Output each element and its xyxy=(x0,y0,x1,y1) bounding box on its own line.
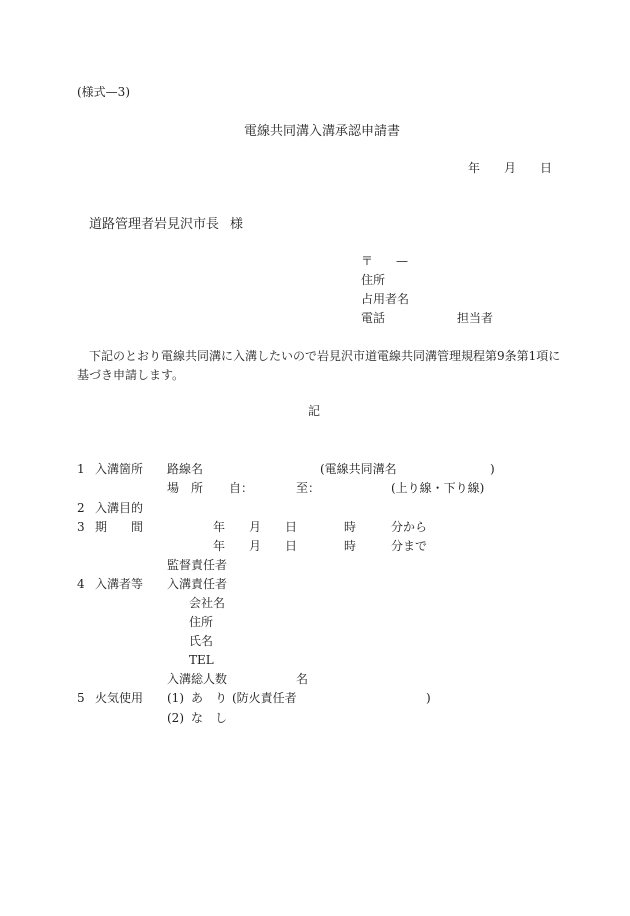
item3-to-hour: 時 xyxy=(344,539,357,553)
item5-option2-number: (2) xyxy=(167,711,184,725)
item4-tel-label: TEL xyxy=(189,653,214,667)
item3-number: 3 xyxy=(77,520,85,534)
item5-fire-manager-open: (防火責任者 xyxy=(232,691,297,705)
date-day-label: 日 xyxy=(540,161,553,175)
item1-place-label: 場 所 xyxy=(167,481,204,495)
item1-trench-open: (電線共同溝名 xyxy=(320,462,397,476)
item1-route-label: 路線名 xyxy=(167,462,204,476)
applicant-address-label: 住所 xyxy=(361,273,386,287)
item3-from-suffix: 分から xyxy=(391,520,428,534)
item1-trench-close: ) xyxy=(490,462,495,476)
item5-number: 5 xyxy=(77,691,85,705)
addressee: 道路管理者岩見沢市長 xyxy=(89,217,220,232)
item3-from-day: 日 xyxy=(285,520,298,534)
item4-address-label: 住所 xyxy=(189,615,214,629)
item3-label: 期 間 xyxy=(95,520,144,534)
item5-option2-text: な し xyxy=(191,711,228,725)
item4-people-unit: 名 xyxy=(296,672,309,686)
item4-manager-label: 入溝責任者 xyxy=(167,577,228,591)
item1-from-label: 自： xyxy=(229,481,254,495)
item2-label: 入溝目的 xyxy=(95,501,144,515)
item2-number: 2 xyxy=(77,501,85,515)
item1-to-label: 至： xyxy=(296,481,321,495)
item3-to-day: 日 xyxy=(285,539,298,553)
item3-from-month: 月 xyxy=(249,520,262,534)
applicant-occupant-label: 占用者名 xyxy=(361,292,410,306)
item4-name-label: 氏名 xyxy=(189,634,214,648)
body-text-line2: 基づき申請します。 xyxy=(77,368,185,382)
item1-direction: (上り線・下り線) xyxy=(391,481,485,495)
item4-number: 4 xyxy=(77,577,85,591)
item5-option1-number: (1) xyxy=(167,691,184,705)
item5-fire-manager-close: ) xyxy=(426,691,431,705)
item4-company-label: 会社名 xyxy=(189,596,226,610)
item3-from-hour: 時 xyxy=(344,520,357,534)
body-text-line1: 下記のとおり電線共同溝に入溝したいので岩見沢市道電線共同溝管理規程第9条第1項に xyxy=(89,349,561,363)
ki-heading: 記 xyxy=(308,404,321,418)
applicant-phone-label: 電話 xyxy=(361,311,386,325)
postal-mark: 〒 xyxy=(361,254,374,268)
item1-label: 入溝箇所 xyxy=(95,462,144,476)
item5-label: 火気使用 xyxy=(95,691,144,705)
date-month-label: 月 xyxy=(504,161,517,175)
item4-supervisor-label: 監督責任者 xyxy=(167,558,228,572)
applicant-person-label: 担当者 xyxy=(457,311,494,325)
item1-number: 1 xyxy=(77,462,85,476)
item4-label: 入溝者等 xyxy=(95,577,144,591)
item5-option1-text: あ り xyxy=(191,691,228,705)
document-title: 電線共同溝入溝承認申請書 xyxy=(244,124,401,139)
postal-dash: — xyxy=(396,254,408,268)
item3-from-year: 年 xyxy=(213,520,226,534)
honorific: 様 xyxy=(230,217,244,232)
date-year-label: 年 xyxy=(468,161,481,175)
item3-to-month: 月 xyxy=(249,539,262,553)
form-number-label: (様式—3) xyxy=(77,85,130,99)
item3-to-suffix: 分まで xyxy=(391,539,428,553)
item3-to-year: 年 xyxy=(213,539,226,553)
item4-total-people-label: 入溝総人数 xyxy=(167,672,228,686)
